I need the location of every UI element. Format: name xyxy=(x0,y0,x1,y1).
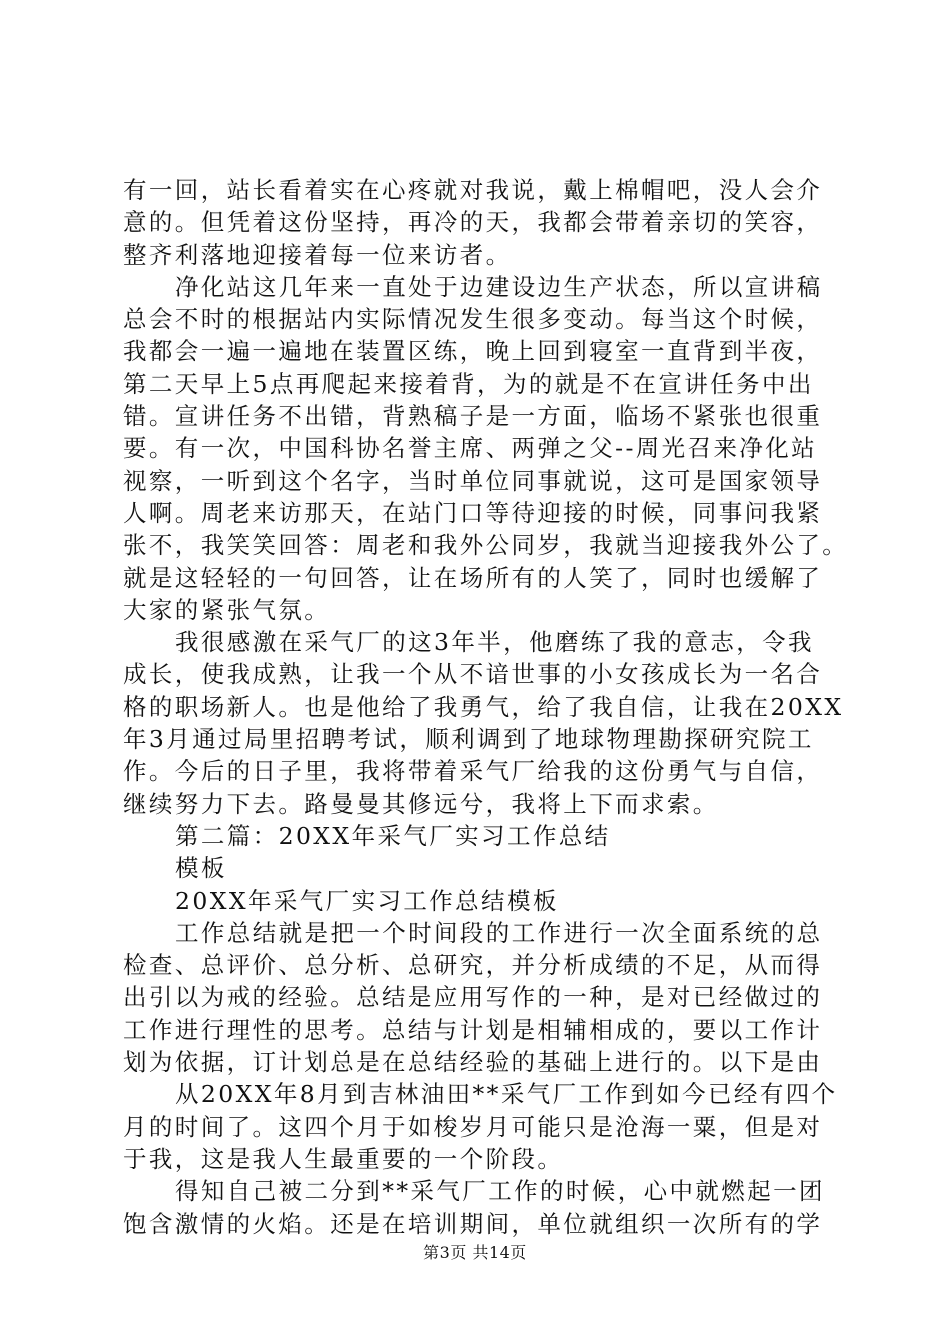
text-line: 成长，使我成熟，让我一个从不谙世事的小女孩成长为一名合 xyxy=(123,660,823,689)
text-line: 净化站这几年来一直处于边建设边生产状态，所以宣讲稿 xyxy=(175,272,823,301)
text-line: 格的职场新人。也是他给了我勇气，给了我自信，让我在20XX xyxy=(123,692,844,721)
text-line: 整齐利落地迎接着每一位来访者。 xyxy=(123,240,512,269)
text-line: 我很感激在采气厂的这3年半，他磨练了我的意志，令我 xyxy=(175,628,814,657)
text-line: 就是这轻轻的一句回答，让在场所有的人笑了，同时也缓解了 xyxy=(123,563,823,592)
text-line: 饱含激情的火焰。还是在培训期间，单位就组织一次所有的学 xyxy=(123,1209,823,1238)
text-line: 月的时间了。这四个月于如梭岁月可能只是沧海一粟，但是对 xyxy=(123,1112,823,1141)
text-line: 20XX年采气厂实习工作总结模板 xyxy=(175,886,559,915)
text-line: 出引以为戒的经验。总结是应用写作的一种，是对已经做过的 xyxy=(123,983,823,1012)
text-line: 人啊。周老来访那天，在站门口等待迎接的时候，同事问我紧 xyxy=(123,498,823,527)
text-line: 第二篇：20XX年采气厂实习工作总结 xyxy=(175,821,611,850)
text-line: 年3月通过局里招聘考试，顺利调到了地球物理勘探研究院工 xyxy=(123,725,814,754)
text-line: 工作进行理性的思考。总结与计划是相辅相成的，要以工作计 xyxy=(123,1015,823,1044)
text-line: 我都会一遍一遍地在装置区练，晚上回到寝室一直背到半夜， xyxy=(123,337,823,366)
text-line: 总会不时的根据站内实际情况发生很多变动。每当这个时候， xyxy=(123,305,823,334)
text-line: 作。今后的日子里，我将带着采气厂给我的这份勇气与自信， xyxy=(123,757,823,786)
text-line: 检查、总评价、总分析、总研究，并分析成绩的不足，从而得 xyxy=(123,951,823,980)
text-line: 工作总结就是把一个时间段的工作进行一次全面系统的总 xyxy=(175,918,823,947)
text-line: 视察，一听到这个名字，当时单位同事就说，这可是国家领导 xyxy=(123,466,823,495)
text-line: 模板 xyxy=(175,854,227,883)
page-footer: 第3页 共14页 xyxy=(423,1243,527,1262)
document-body xyxy=(123,174,849,1240)
text-line: 张不，我笑笑回答：周老和我外公同岁，我就当迎接我外公了。 xyxy=(123,531,849,560)
text-line: 大家的紧张气氛。 xyxy=(123,595,331,624)
text-line: 于我，这是我人生最重要的一个阶段。 xyxy=(123,1144,564,1173)
text-line: 第二天早上5点再爬起来接着背，为的就是不在宣讲任务中出 xyxy=(123,369,814,398)
text-line: 有一回，站长看着实在心疼就对我说，戴上棉帽吧，没人会介 xyxy=(123,176,823,204)
text-line: 得知自己被二分到**采气厂工作的时候，心中就燃起一团 xyxy=(175,1177,825,1206)
text-line: 继续努力下去。路曼曼其修远兮，我将上下而求索。 xyxy=(123,789,719,818)
text-line: 意的。但凭着这份坚持，再冷的天，我都会带着亲切的笑容， xyxy=(123,208,823,237)
text-line: 从20XX年8月到吉林油田**采气厂工作到如今已经有四个 xyxy=(175,1080,838,1109)
text-line: 要。有一次，中国科协名誉主席、两弹之父--周光召来净化站 xyxy=(123,434,818,463)
text-line: 划为依据，订计划总是在总结经验的基础上进行的。以下是由 xyxy=(123,1048,823,1077)
text-line: 错。宣讲任务不出错，背熟稿子是一方面，临场不紧张也很重 xyxy=(123,402,823,431)
